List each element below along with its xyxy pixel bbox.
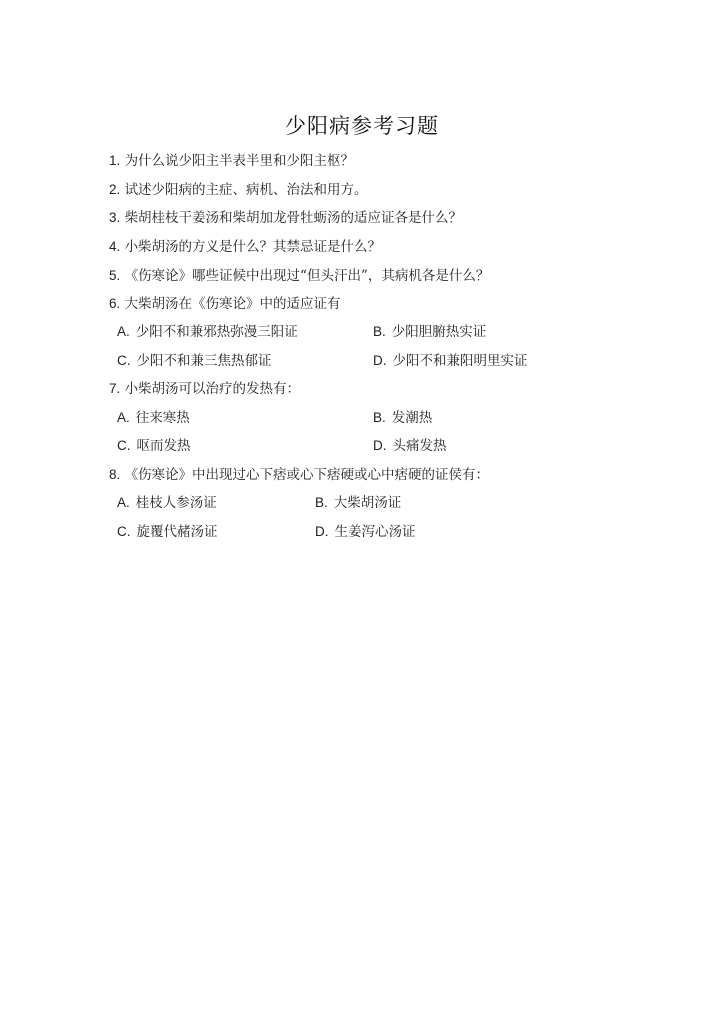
question-text: 小柴胡汤的方义是什么？其禁忌证是什么？ [124,239,382,255]
question-3 [109,209,462,227]
option-a [117,323,298,341]
question-text: 柴胡桂枝干姜汤和柴胡加龙骨牡蛎汤的适应证各是什么？ [124,210,463,226]
question-number: 1. [109,153,121,168]
option-text: 桂枝人参汤证 [135,495,217,511]
question-number: 7. [109,381,121,396]
option-letter: A. [117,410,130,425]
page-title: 少阳病参考习题 [285,114,439,138]
option-letter: B. [373,410,386,425]
option-c [117,352,272,370]
option-text: 往来寒热 [135,410,190,426]
option-c [117,437,191,455]
question-number: 6. [109,296,121,311]
option-letter: B. [315,495,328,510]
question-2 [109,181,368,199]
option-letter: C. [117,524,131,539]
option-letter: D. [373,353,387,368]
question-1 [109,152,354,170]
question-text: 试述少阳病的主症、病机、治法和用方。 [124,182,368,198]
question-text: 小柴胡汤可以治疗的发热有： [124,381,301,397]
option-a [117,494,217,512]
question-text: 《伤寒论》中出现过心下痞或心下痞硬或心中痞硬的证侯有： [124,467,490,483]
question-6 [109,295,341,313]
option-text: 生姜泻心汤证 [334,524,416,540]
option-letter: B. [373,324,386,339]
option-c [117,523,218,541]
option-letter: C. [117,353,131,368]
option-b [315,494,401,512]
option-a [117,409,190,427]
option-text: 呕而发热 [136,438,191,454]
question-8 [109,466,489,484]
option-text: 少阳胆腑热实证 [391,324,487,340]
question-text: 《伤寒论》哪些证候中出现过“但头汗出”，其病机各是什么？ [124,268,490,284]
option-text: 少阳不和兼邪热弥漫三阳证 [135,324,298,340]
option-b [373,409,432,427]
option-letter: C. [117,438,131,453]
question-text: 为什么说少阳主半表半里和少阳主枢？ [124,153,355,169]
option-letter: A. [117,495,130,510]
option-d [373,437,447,455]
option-text: 大柴胡汤证 [333,495,402,511]
question-text: 大柴胡汤在《伤寒论》中的适应证有 [124,296,341,312]
question-number: 5. [109,268,121,283]
option-d [373,352,528,370]
option-letter: D. [315,524,329,539]
question-number: 8. [109,467,121,482]
option-letter: D. [373,438,387,453]
question-7 [109,380,300,398]
option-b [373,323,486,341]
question-number: 3. [109,210,121,225]
question-5 [109,267,489,285]
question-number: 4. [109,239,121,254]
option-text: 少阳不和兼阳明里实证 [392,353,528,369]
question-number: 2. [109,182,121,197]
option-text: 旋覆代赭汤证 [136,524,218,540]
option-text: 少阳不和兼三焦热郁证 [136,353,272,369]
option-text: 发潮热 [391,410,433,426]
option-text: 头痛发热 [392,438,447,454]
option-d [315,523,416,541]
option-letter: A. [117,324,130,339]
question-4 [109,238,381,256]
